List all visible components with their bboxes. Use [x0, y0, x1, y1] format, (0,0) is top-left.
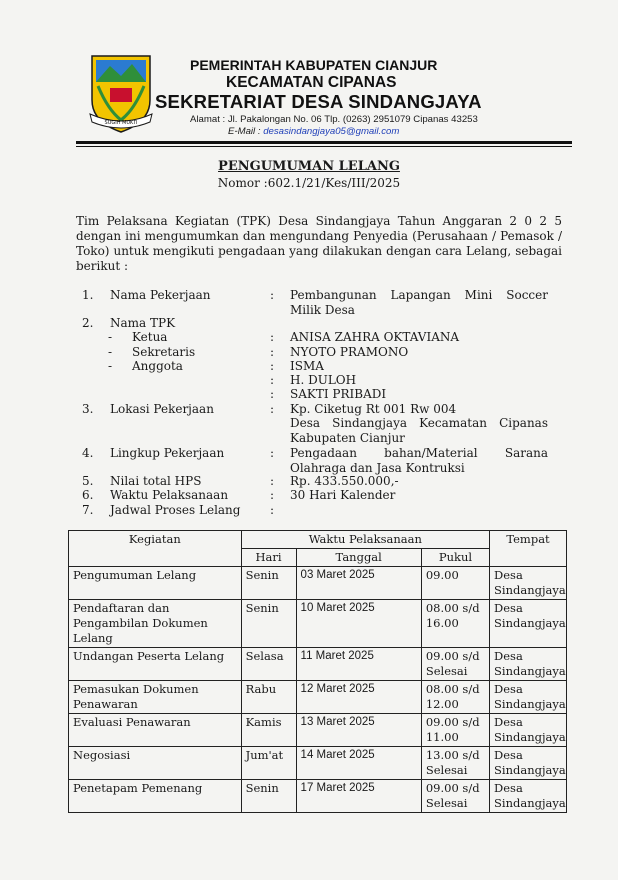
table-row — [69, 600, 567, 648]
letterhead-email-line — [228, 126, 399, 137]
item-colon: : — [270, 288, 275, 302]
document-number: Nomor :602.1/21/Kes/III/2025 — [217, 176, 401, 190]
table-row — [69, 681, 567, 714]
cell-hari: Senin — [241, 567, 296, 600]
sub-label: Anggota — [132, 359, 183, 373]
item-value: 30 Hari Kalender — [290, 488, 396, 502]
item-colon: : — [270, 474, 275, 488]
table-row — [69, 747, 567, 780]
cell-kegiatan: Penetapam Pemenang — [69, 780, 242, 813]
item-value: H. DULOH — [290, 373, 357, 387]
item-value: Pembangunan Lapangan Mini Soccer Milik Desa — [290, 288, 548, 317]
cell-pukul: 09.00 s/d Selesai — [421, 648, 489, 681]
item-colon: : — [270, 488, 275, 502]
cell-tanggal: 11 Maret 2025 — [296, 648, 421, 681]
item-value: Rp. 433.550.000,- — [290, 474, 399, 488]
cell-tempat: Desa Sindangjaya — [490, 780, 567, 813]
cell-pukul: 09.00 s/d Selesai — [421, 780, 489, 813]
cell-kegiatan: Pendaftaran dan Pengambilan Dokumen Lelang — [69, 600, 242, 648]
cell-tempat: Desa Sindangjaya — [490, 747, 567, 780]
header-waktu: Waktu Pelaksanaan — [241, 531, 489, 549]
schedule-table — [68, 530, 567, 813]
cell-hari: Jum'at — [241, 747, 296, 780]
cell-hari: Rabu — [241, 681, 296, 714]
header-tanggal: Tanggal — [296, 549, 421, 567]
intro-paragraph: Tim Pelaksana Kegiatan (TPK) Desa Sindangjaya Tahun Anggaran 2 0 2 5 dengan ini mengumumkan dan mengundang Penyedia (Perusahaan / Pemasok / Toko) untuk mengikuti pengadaan yang dilakukan dengan cara Lelang, sebagai berikut : — [76, 214, 562, 273]
cell-tempat: Desa Sindangjaya — [490, 681, 567, 714]
table-row — [69, 648, 567, 681]
item-value: ANISA ZAHRA OKTAVIANA — [290, 330, 460, 344]
email-link[interactable]: desasindangjaya05@gmail.com — [263, 126, 400, 137]
item-label: Jadwal Proses Lelang — [110, 503, 241, 517]
email-label: E-Mail : — [228, 126, 261, 137]
header-tempat: Tempat — [490, 531, 567, 567]
cell-tanggal: 03 Maret 2025 — [296, 567, 421, 600]
document-title — [0, 159, 618, 174]
item-value: Pengadaan bahan/Material Sarana Olahraga dan Jasa Kontruksi — [290, 446, 548, 475]
cell-tempat: Desa Sindangjaya — [490, 648, 567, 681]
emblem-motto: SUGIH MUKTI — [104, 120, 138, 126]
sub-dash: - — [108, 345, 113, 359]
cell-pukul: 09.00 s/d 11.00 — [421, 714, 489, 747]
cell-tempat: Desa Sindangjaya — [490, 600, 567, 648]
item-value: NYOTO PRAMONO — [290, 345, 409, 359]
table-row — [69, 714, 567, 747]
cell-tanggal: 13 Maret 2025 — [296, 714, 421, 747]
item-number: 3. — [82, 402, 94, 416]
table-row — [69, 567, 567, 600]
item-colon: : — [270, 345, 275, 359]
sub-label: Sekretaris — [132, 345, 196, 359]
item-colon: : — [270, 359, 275, 373]
item-value: SAKTI PRIBADI — [290, 387, 387, 401]
table-row — [69, 780, 567, 813]
sub-label: Ketua — [132, 330, 168, 344]
item-number: 7. — [82, 503, 94, 517]
item-value: Kp. Ciketug Rt 001 Rw 004 — [290, 402, 457, 416]
item-label: Waktu Pelaksanaan — [110, 488, 229, 502]
cell-kegiatan: Pengumuman Lelang — [69, 567, 242, 600]
item-label: Lokasi Pekerjaan — [110, 402, 214, 416]
item-number: 4. — [82, 446, 94, 460]
letterhead-line-2: KECAMATAN CIPANAS — [226, 74, 397, 91]
cell-hari: Kamis — [241, 714, 296, 747]
item-number: 1. — [82, 288, 94, 302]
cianjur-emblem-icon — [88, 52, 154, 134]
cell-hari: Selasa — [241, 648, 296, 681]
cell-kegiatan: Evaluasi Penawaran — [69, 714, 242, 747]
cell-kegiatan: Undangan Peserta Lelang — [69, 648, 242, 681]
item-colon: : — [270, 373, 275, 387]
cell-pukul: 08.00 s/d 16.00 — [421, 600, 489, 648]
item-number: 5. — [82, 474, 94, 488]
item-colon: : — [270, 503, 275, 517]
cell-tempat: Desa Sindangjaya — [490, 714, 567, 747]
item-number: 6. — [82, 488, 94, 502]
item-value: Desa Sindangjaya Kecamatan Cipanas Kabupaten Cianjur — [290, 416, 548, 445]
item-label: Lingkup Pekerjaan — [110, 446, 225, 460]
cell-pukul: 09.00 — [421, 567, 489, 600]
table-header-row — [69, 531, 567, 549]
cell-pukul: 13.00 s/d Selesai — [421, 747, 489, 780]
letterhead-address: Alamat : Jl. Pakalongan No. 06 Tlp. (0263) 2951079 Cipanas 43253 — [190, 114, 478, 125]
sub-dash: - — [108, 330, 113, 344]
header-kegiatan: Kegiatan — [69, 531, 242, 567]
item-colon: : — [270, 387, 275, 401]
item-colon: : — [270, 330, 275, 344]
cell-kegiatan: Pemasukan Dokumen Penawaran — [69, 681, 242, 714]
letterhead-line-3: SEKRETARIAT DESA SINDANGJAYA — [155, 91, 482, 112]
item-colon: : — [270, 446, 275, 460]
item-value: ISMA — [290, 359, 324, 373]
cell-kegiatan: Negosiasi — [69, 747, 242, 780]
cell-tanggal: 14 Maret 2025 — [296, 747, 421, 780]
cell-tempat: Desa Sindangjaya — [490, 567, 567, 600]
sub-dash: - — [108, 359, 113, 373]
cell-hari: Senin — [241, 600, 296, 648]
item-label: Nama TPK — [110, 316, 176, 330]
cell-hari: Senin — [241, 780, 296, 813]
item-label: Nilai total HPS — [110, 474, 202, 488]
title-text: PENGUMUMAN LELANG — [218, 159, 400, 174]
cell-tanggal: 17 Maret 2025 — [296, 780, 421, 813]
header-hari: Hari — [241, 549, 296, 567]
letterhead-rule-thick — [76, 141, 572, 144]
letterhead-line-1: PEMERINTAH KABUPATEN CIANJUR — [190, 57, 438, 73]
item-number: 2. — [82, 316, 94, 330]
cell-tanggal: 10 Maret 2025 — [296, 600, 421, 648]
letterhead-rule-thin — [76, 146, 572, 147]
header-pukul: Pukul — [421, 549, 489, 567]
cell-tanggal: 12 Maret 2025 — [296, 681, 421, 714]
item-colon: : — [270, 402, 275, 416]
cell-pukul: 08.00 s/d 12.00 — [421, 681, 489, 714]
item-label: Nama Pekerjaan — [110, 288, 211, 302]
